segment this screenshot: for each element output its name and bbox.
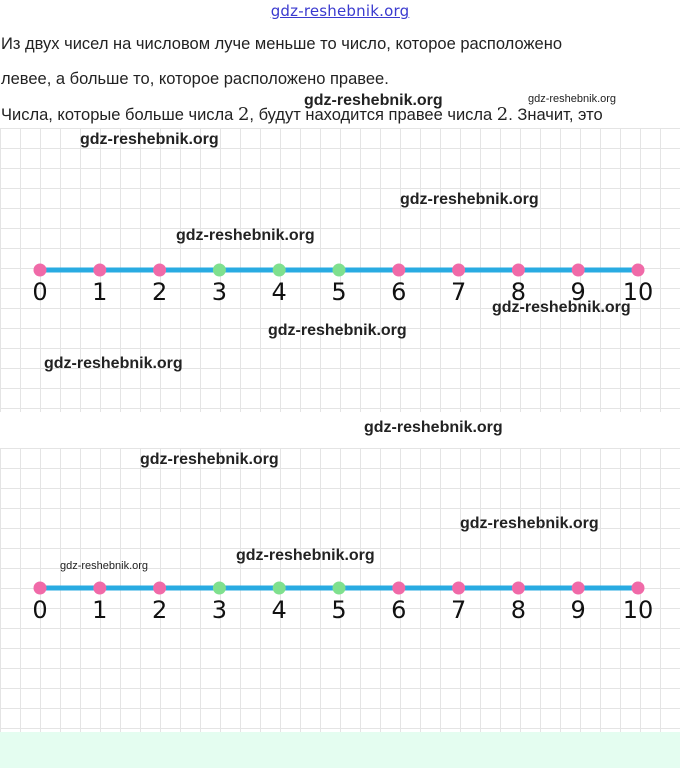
tick-point-3 [213, 582, 226, 595]
tick-label-5: 5 [331, 278, 347, 306]
tick-label-9: 9 [570, 278, 586, 306]
watermark: gdz-reshebnik.org [400, 191, 539, 208]
number-two: 2 [496, 104, 509, 125]
tick-label-9: 9 [570, 596, 586, 624]
tick-point-2 [153, 264, 166, 277]
tick-label-4: 4 [271, 596, 287, 624]
tick-label-7: 7 [450, 596, 467, 624]
tick-point-1 [93, 264, 106, 277]
paragraph-line-3-part-c: . Значит, это [508, 106, 603, 124]
tick-point-6 [392, 582, 405, 595]
tick-point-2 [153, 582, 166, 595]
watermark: gdz-reshebnik.org [236, 547, 375, 564]
tick-point-0 [34, 582, 47, 595]
tick-label-7: 7 [450, 278, 467, 306]
watermark: gdz-reshebnik.org [44, 355, 183, 372]
tick-point-5 [333, 582, 346, 595]
tick-label-4: 4 [271, 278, 287, 306]
tick-point-0 [34, 264, 47, 277]
watermark: gdz-reshebnik.org [176, 227, 315, 244]
tick-label-5: 5 [331, 596, 347, 624]
watermark: gdz-reshebnik.org [364, 419, 503, 436]
tick-label-1: 1 [92, 278, 108, 306]
paragraph-line-3 [1, 104, 603, 125]
tick-label-1: 1 [92, 596, 108, 624]
answer-band [0, 732, 680, 768]
tick-point-5 [333, 264, 346, 277]
tick-label-6: 6 [391, 596, 407, 624]
tick-point-10 [632, 582, 645, 595]
paragraph-line-3-part-b: , будут находится правее числа [249, 106, 497, 124]
tick-point-6 [392, 264, 405, 277]
paragraph-line-3-part-a: Числа, которые больше числа [1, 106, 238, 124]
tick-label-10: 10 [622, 596, 654, 624]
number-line-svg-2 [0, 448, 680, 732]
watermark: gdz-reshebnik.org [268, 322, 407, 339]
number-line-figure-2 [0, 448, 680, 732]
tick-point-7 [452, 264, 465, 277]
tick-label-8: 8 [510, 278, 527, 306]
watermark: gdz-reshebnik.org [528, 93, 617, 105]
watermark: gdz-reshebnik.org [60, 560, 149, 572]
tick-point-9 [572, 264, 585, 277]
tick-point-8 [512, 582, 525, 595]
tick-label-0: 0 [32, 278, 48, 306]
watermark: gdz-reshebnik.org [460, 515, 599, 532]
tick-point-4 [273, 582, 286, 595]
tick-point-4 [273, 264, 286, 277]
tick-label-3: 3 [211, 596, 228, 624]
tick-label-10: 10 [622, 278, 654, 306]
paragraph-line-1: Из двух чисел на числовом луче меньше то число, которое расположено [1, 35, 562, 53]
tick-point-9 [572, 582, 585, 595]
number-two: 2 [237, 104, 250, 125]
tick-label-2: 2 [151, 278, 168, 306]
watermark: gdz-reshebnik.org [304, 92, 443, 109]
tick-point-10 [632, 264, 645, 277]
tick-label-6: 6 [391, 278, 407, 306]
watermark: gdz-reshebnik.org [80, 131, 219, 148]
tick-label-8: 8 [510, 596, 527, 624]
tick-point-3 [213, 264, 226, 277]
tick-point-1 [93, 582, 106, 595]
paragraph-line-2: левее, а больше то, которое расположено правее. [1, 70, 389, 88]
watermark: gdz-reshebnik.org [140, 451, 279, 468]
site-header-link[interactable]: gdz-reshebnik.org [270, 2, 410, 20]
tick-point-8 [512, 264, 525, 277]
watermark: gdz-reshebnik.org [492, 299, 631, 316]
tick-label-0: 0 [32, 596, 48, 624]
tick-label-2: 2 [151, 596, 168, 624]
tick-label-3: 3 [211, 278, 228, 306]
tick-point-7 [452, 582, 465, 595]
